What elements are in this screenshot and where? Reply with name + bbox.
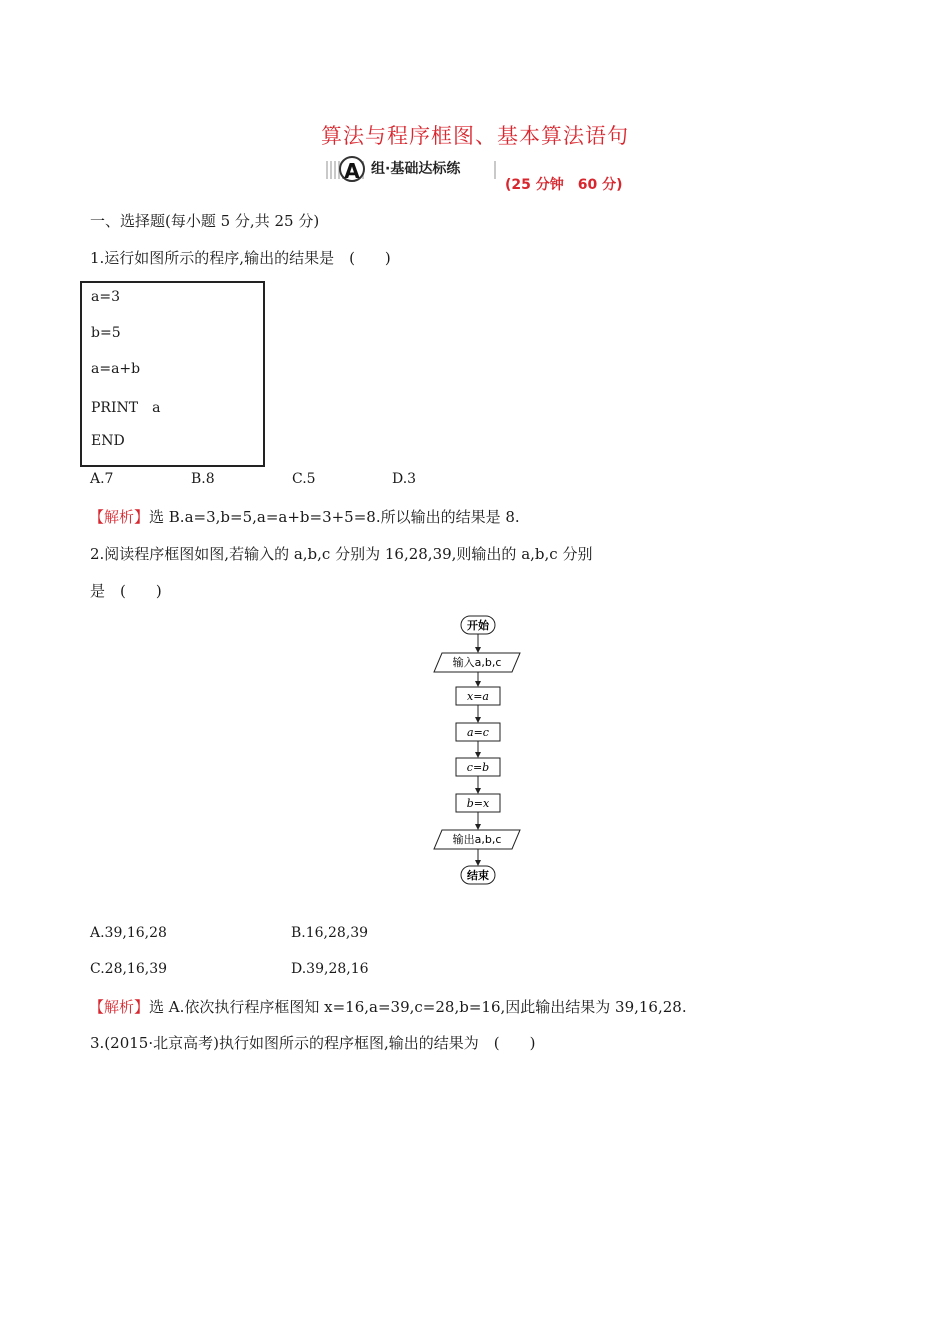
badge-text: 组·基础达标练 bbox=[371, 161, 461, 177]
q1-option-a: A.7 bbox=[90, 471, 114, 487]
q1-program-box bbox=[80, 281, 265, 467]
q2-flowchart bbox=[430, 612, 530, 892]
analysis-text: 选 A.依次执行程序框图知 x=16,a=39,c=28,b=16,因此输出结果为 39,16,28. bbox=[149, 998, 687, 1016]
flow-output: 输出a,b,c bbox=[452, 833, 502, 846]
q2-option-a: A.39,16,28 bbox=[90, 925, 167, 941]
code-line: a=3 bbox=[91, 289, 120, 305]
flow-end: 结束 bbox=[467, 869, 489, 882]
flow-step: b=x bbox=[466, 797, 490, 810]
q2-analysis bbox=[89, 996, 687, 1017]
code-line: a=a+b bbox=[91, 361, 141, 377]
badge-letter: A bbox=[339, 156, 365, 182]
page-title: 算法与程序框图、基本算法语句 bbox=[321, 124, 629, 148]
analysis-tag: 【解析】 bbox=[89, 998, 150, 1016]
q1-option-b: B.8 bbox=[191, 471, 215, 487]
flow-input: 输入a,b,c bbox=[452, 656, 502, 669]
q1-stem: 1.运行如图所示的程序,输出的结果是 ( ) bbox=[90, 249, 391, 267]
q2-stem-line2: 是 ( ) bbox=[90, 582, 162, 600]
q3-stem: 3.(2015·北京高考)执行如图所示的程序框图,输出的结果为 ( ) bbox=[90, 1034, 536, 1052]
q1-option-d: D.3 bbox=[392, 471, 417, 487]
q2-stem-line1: 2.阅读程序框图如图,若输入的 a,b,c 分别为 16,28,39,则输出的 a,b,c 分别 bbox=[90, 545, 593, 563]
flow-start: 开始 bbox=[467, 619, 489, 632]
code-line: PRINT a bbox=[91, 400, 161, 416]
analysis-text: 选 B.a=3,b=5,a=a+b=3+5=8.所以输出的结果是 8. bbox=[149, 508, 520, 526]
group-badge bbox=[326, 155, 498, 183]
flow-step: c=b bbox=[466, 761, 490, 774]
flow-step: x=a bbox=[467, 690, 489, 703]
q2-option-b: B.16,28,39 bbox=[291, 925, 369, 941]
time-info: (25 分钟 60 分) bbox=[505, 177, 623, 193]
q2-option-c: C.28,16,39 bbox=[90, 961, 168, 977]
section-heading: 一、选择题(每小题 5 分,共 25 分) bbox=[90, 212, 320, 230]
q2-option-d: D.39,28,16 bbox=[291, 961, 369, 977]
flow-step: a=c bbox=[467, 726, 489, 739]
code-line: END bbox=[91, 433, 125, 449]
q1-analysis bbox=[89, 506, 520, 527]
code-line: b=5 bbox=[91, 325, 121, 341]
q1-option-c: C.5 bbox=[292, 471, 316, 487]
analysis-tag: 【解析】 bbox=[89, 508, 150, 526]
